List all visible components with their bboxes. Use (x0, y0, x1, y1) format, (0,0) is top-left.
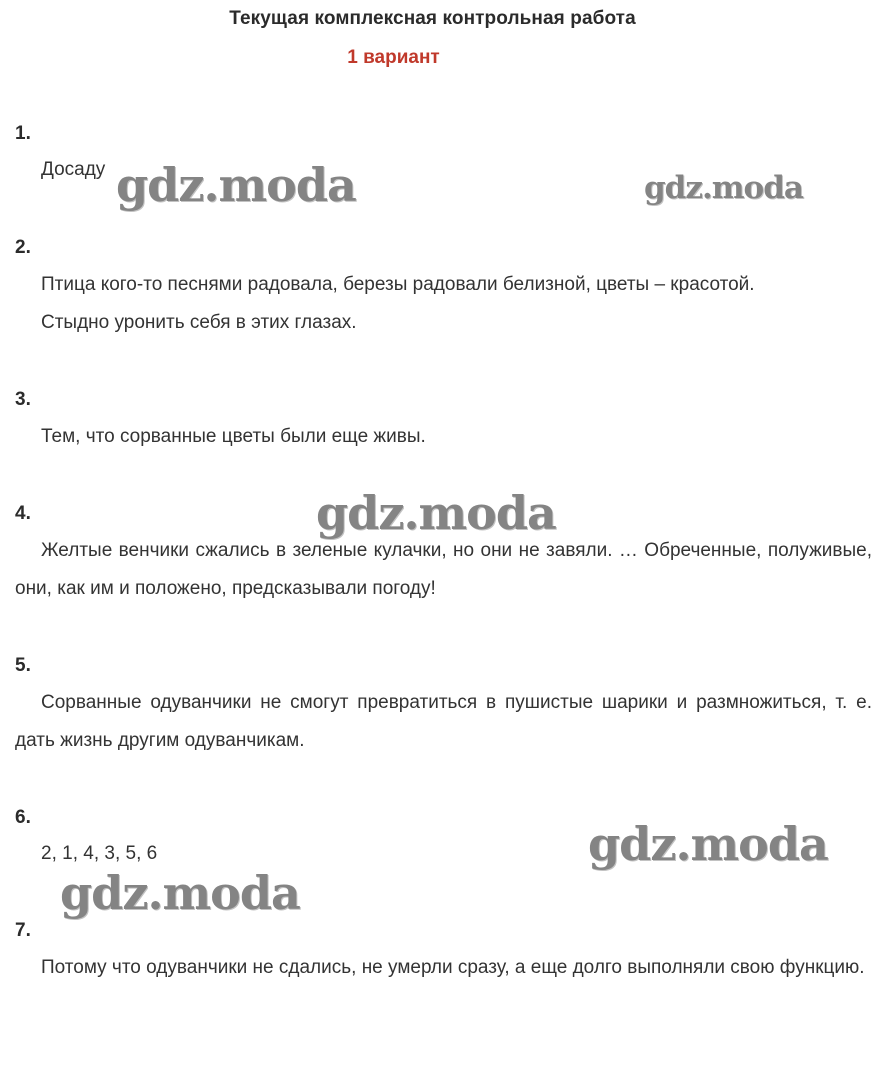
question-1-answer: Досаду (41, 159, 106, 180)
question-6-number: 6. (15, 807, 31, 828)
question-4-number: 4. (15, 503, 31, 524)
question-7-answer: Потому что одуванчики не сдались, не умерли сразу, а еще долго выполняли свою функцию. (41, 957, 865, 978)
question-2-answer-line-2: Стыдно уронить себя в этих глазах. (41, 312, 357, 333)
question-2-answer-line-1: Птица кого-то песнями радовала, березы радовали белизной, цветы – красотой. (41, 274, 755, 295)
watermark-logo: gdz.moda (316, 486, 556, 540)
watermark-logo: gdz.moda (60, 866, 300, 920)
question-2-number: 2. (15, 237, 31, 258)
question-6-answer: 2, 1, 4, 3, 5, 6 (41, 843, 158, 864)
variant-label: 1 вариант (347, 47, 440, 68)
watermark-logo: gdz.moda (588, 817, 828, 871)
question-5-number: 5. (15, 655, 31, 676)
watermark-logo: gdz.moda (116, 158, 356, 212)
question-1-number: 1. (15, 123, 31, 144)
question-3-number: 3. (15, 389, 31, 410)
question-7-number: 7. (15, 920, 31, 941)
page-title: Текущая комплексная контрольная работа (229, 8, 636, 29)
question-4-answer: Желтые венчики сжались в зеленые кулачки, но они не завяли. … Обреченные, полуживые, они, как им и положено, предсказывали погоду! (15, 540, 872, 599)
question-5-answer: Сорванные одуванчики не смогут превратиться в пушистые шарики и размножиться, т. е. дать жизнь другим одуванчикам. (15, 692, 872, 751)
watermark-logo: gdz.moda (644, 170, 803, 206)
question-3-answer: Тем, что сорванные цветы были еще живы. (41, 426, 426, 447)
